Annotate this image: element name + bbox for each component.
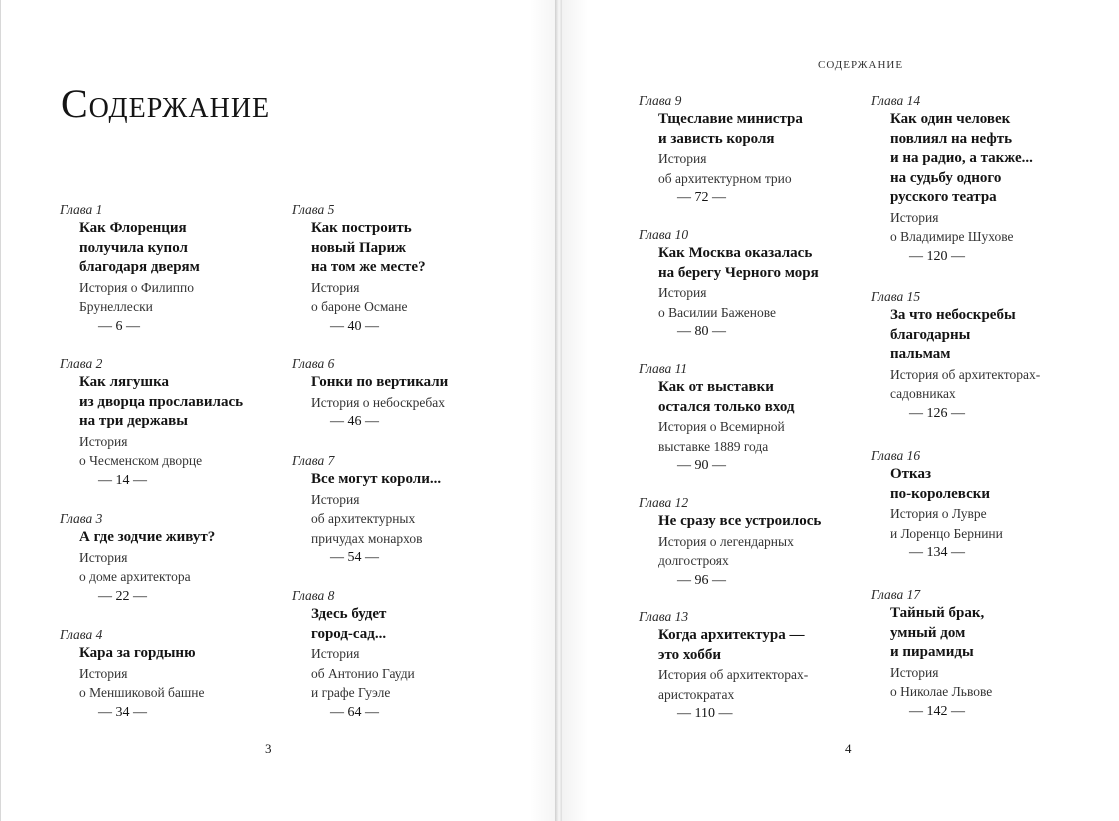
- chapter-title-line: Когда архитектура —: [658, 627, 805, 643]
- chapter-subtitle-line: о бароне Османе: [311, 299, 408, 314]
- chapter-subtitle: [292, 393, 532, 413]
- chapter-title-line: благодаря дверям: [79, 259, 200, 275]
- running-head: СОДЕРЖАНИЕ: [818, 59, 904, 71]
- chapter-title-line: пальмам: [890, 346, 951, 362]
- chapter-title: [292, 470, 532, 490]
- chapter-subtitle: [639, 149, 879, 188]
- chapter-title-line: Тщеславие министра: [658, 111, 803, 127]
- chapter-title-line: Здесь будет: [311, 606, 387, 622]
- chapter-subtitle-line: История: [890, 209, 939, 225]
- toc-entry: [60, 509, 300, 606]
- chapter-page-number: — 40 —: [330, 318, 379, 334]
- chapter-title-line: и зависть короля: [658, 130, 775, 147]
- chapter-subtitle-line: выставке 1889 года: [658, 438, 769, 454]
- chapter-page-number: — 90 —: [677, 458, 726, 473]
- chapter-page-number: — 54 —: [330, 550, 379, 565]
- page-title: Содержание: [61, 81, 271, 126]
- chapter-page-number: — 96 —: [677, 572, 726, 588]
- chapter-title-line: остался только вход: [658, 398, 795, 415]
- chapter-subtitle-line: История: [311, 646, 360, 661]
- chapter-subtitle: [871, 208, 1111, 247]
- chapter-subtitle-line: причудах монархов: [311, 530, 423, 546]
- chapter-title-line: русского театра: [890, 189, 997, 205]
- chapter-page-number: — 22 —: [98, 588, 147, 604]
- chapter-label: Глава 11: [639, 361, 688, 376]
- chapter-subtitle: [60, 664, 300, 703]
- chapter-subtitle-line: о Чесменском дворце: [79, 453, 203, 468]
- chapter-title: [639, 244, 879, 283]
- chapter-subtitle-line: История о Лувре: [890, 506, 987, 521]
- chapter-title-line: повлиял на нефть: [890, 130, 1013, 147]
- toc-entry: [639, 225, 879, 341]
- left-page-shadow: [529, 0, 555, 821]
- chapter-page-number: — 72 —: [677, 190, 726, 205]
- chapter-subtitle-line: и графе Гуэле: [311, 685, 391, 700]
- chapter-page-number: — 126 —: [909, 405, 965, 421]
- chapter-label: Глава 6: [292, 356, 335, 371]
- book-gutter: [555, 0, 562, 821]
- chapter-title-line: Отказ: [890, 466, 931, 482]
- chapter-title: [639, 378, 879, 417]
- chapter-label: Глава 2: [60, 356, 103, 371]
- toc-entry: [871, 585, 1111, 721]
- chapter-page-number: — 110 —: [677, 706, 733, 721]
- chapter-title-line: на берегу Черного моря: [658, 264, 819, 281]
- chapter-subtitle-line: История о небоскребах: [311, 394, 445, 410]
- chapter-title-line: новый Париж: [311, 239, 407, 256]
- chapter-subtitle-line: о Николае Львове: [890, 684, 993, 699]
- chapter-label: Глава 4: [60, 627, 103, 642]
- chapter-title-line: это хобби: [658, 646, 721, 663]
- right-page-shadow: [562, 0, 588, 821]
- chapter-title: [292, 605, 532, 644]
- chapter-subtitle: [60, 432, 300, 471]
- chapter-title: [639, 110, 879, 149]
- chapter-title: [60, 644, 300, 664]
- chapter-page-number: — 80 —: [677, 324, 726, 339]
- chapter-subtitle: [639, 532, 879, 571]
- chapter-title: [871, 306, 1111, 365]
- chapter-title-line: Как от выставки: [658, 379, 774, 395]
- chapter-subtitle-line: о Меншиковой башне: [79, 685, 205, 700]
- chapter-page-number: — 6 —: [98, 318, 140, 334]
- chapter-subtitle: [292, 278, 532, 317]
- chapter-title-line: За что небоскребы: [890, 307, 1016, 323]
- chapter-subtitle-line: Брунеллески: [79, 299, 153, 314]
- chapter-title: [292, 219, 532, 278]
- toc-entry: [292, 586, 532, 722]
- chapter-title: [639, 512, 879, 532]
- chapter-subtitle: [639, 283, 879, 322]
- chapter-subtitle-line: История о Филиппо: [79, 279, 194, 295]
- chapter-subtitle-line: История: [79, 433, 128, 449]
- toc-entry: [639, 493, 879, 590]
- chapter-subtitle-line: История: [890, 664, 939, 680]
- chapter-label: Глава 12: [639, 495, 689, 510]
- chapter-title-line: Тайный брак,: [890, 605, 985, 621]
- chapter-title-line: Как Москва оказалась: [658, 245, 813, 261]
- chapter-subtitle-line: об Антонио Гауди: [311, 665, 415, 681]
- chapter-title: [292, 373, 532, 393]
- chapter-page-number: — 64 —: [330, 704, 379, 720]
- chapter-subtitle: [871, 365, 1111, 404]
- chapter-title-line: умный дом: [890, 624, 966, 641]
- chapter-title-line: по-королевски: [890, 485, 991, 502]
- chapter-title: [60, 373, 300, 432]
- toc-entry: [60, 200, 300, 336]
- chapter-subtitle-line: долгостроях: [658, 553, 729, 568]
- toc-entry: [639, 359, 879, 475]
- chapter-label: Глава 14: [871, 93, 921, 108]
- chapter-subtitle: [60, 278, 300, 317]
- toc-entry: [60, 354, 300, 490]
- chapter-subtitle-line: История: [79, 665, 128, 681]
- chapter-title-line: Все могут короли...: [311, 471, 442, 487]
- chapter-subtitle-line: История об архитекторах-: [658, 667, 809, 682]
- chapter-subtitle-line: аристократах: [658, 686, 735, 702]
- chapter-subtitle: [60, 548, 300, 587]
- chapter-title-line: А где зодчие живут?: [79, 529, 216, 545]
- chapter-label: Глава 13: [639, 609, 689, 624]
- chapter-label: Глава 8: [292, 588, 335, 603]
- chapter-subtitle: [871, 504, 1111, 543]
- chapter-subtitle: [639, 665, 879, 704]
- toc-entry: [292, 354, 532, 431]
- chapter-title-line: на судьбу одного: [890, 169, 1002, 186]
- chapter-label: Глава 3: [60, 511, 103, 526]
- chapter-page-number: — 46 —: [330, 414, 379, 429]
- chapter-title-line: из дворца прославилась: [79, 393, 244, 410]
- chapter-subtitle-line: История: [311, 491, 360, 507]
- chapter-subtitle-line: История: [79, 549, 128, 565]
- chapter-subtitle: [292, 490, 532, 549]
- toc-entry: [292, 200, 532, 336]
- chapter-title-line: благодарны: [890, 326, 971, 343]
- chapter-title-line: и на радио, а также...: [890, 150, 1033, 166]
- chapter-subtitle-line: об архитектурных: [311, 511, 416, 526]
- page-number-right: 4: [845, 741, 852, 756]
- toc-entry: [871, 287, 1111, 423]
- chapter-label: Глава 7: [292, 453, 335, 468]
- chapter-label: Глава 15: [871, 289, 921, 304]
- chapter-page-number: — 34 —: [98, 704, 147, 720]
- chapter-page-number: — 134 —: [909, 545, 965, 560]
- chapter-subtitle-line: и Лоренцо Бернини: [890, 525, 1003, 541]
- chapter-subtitle-line: об архитектурном трио: [658, 170, 792, 186]
- chapter-label: Глава 10: [639, 227, 689, 242]
- chapter-subtitle: [639, 417, 879, 456]
- chapter-label: Глава 1: [60, 202, 103, 217]
- chapter-title: [871, 110, 1111, 208]
- chapter-subtitle-line: садовниках: [890, 386, 956, 401]
- chapter-title: [639, 626, 879, 665]
- chapter-subtitle-line: История: [658, 151, 707, 166]
- chapter-label: Глава 16: [871, 448, 921, 463]
- page-number-left: 3: [265, 741, 272, 756]
- chapter-title-line: Как лягушка: [79, 374, 169, 390]
- chapter-page-number: — 120 —: [909, 248, 965, 264]
- chapter-title-line: на три державы: [79, 413, 188, 429]
- chapter-subtitle-line: о Владимире Шухове: [890, 229, 1014, 244]
- chapter-title-line: Как Флоренция: [79, 220, 187, 236]
- chapter-subtitle-line: История: [658, 285, 707, 300]
- chapter-title: [60, 219, 300, 278]
- chapter-label: Глава 9: [639, 93, 682, 108]
- toc-entry: [639, 607, 879, 723]
- chapter-label: Глава 17: [871, 587, 921, 602]
- chapter-title-line: Как построить: [311, 220, 412, 236]
- chapter-subtitle-line: История о легендарных: [658, 533, 794, 549]
- chapter-page-number: — 14 —: [98, 472, 147, 488]
- chapter-title-line: Кара за гордыню: [79, 645, 196, 661]
- chapter-title-line: город-сад...: [311, 625, 387, 642]
- chapter-title-line: Как один человек: [890, 111, 1011, 127]
- chapter-subtitle-line: История об архитекторах-: [890, 366, 1041, 382]
- chapter-title-line: получила купол: [79, 239, 188, 256]
- chapter-title: [871, 465, 1111, 504]
- chapter-title: [60, 528, 300, 548]
- toc-entry: [292, 451, 532, 567]
- chapter-label: Глава 5: [292, 202, 335, 217]
- chapter-title: [871, 604, 1111, 663]
- chapter-subtitle-line: о Василии Баженове: [658, 304, 777, 320]
- toc-entry: [871, 91, 1111, 266]
- chapter-title-line: на том же месте?: [311, 259, 426, 275]
- chapter-title-line: Гонки по вертикали: [311, 374, 449, 390]
- chapter-subtitle-line: о доме архитектора: [79, 569, 191, 584]
- chapter-subtitle: [871, 663, 1111, 702]
- toc-entry: [871, 446, 1111, 562]
- toc-entry: [60, 625, 300, 722]
- chapter-title-line: Не сразу все устроилось: [658, 513, 822, 529]
- chapter-title-line: и пирамиды: [890, 644, 974, 660]
- chapter-subtitle-line: История: [311, 279, 360, 295]
- chapter-page-number: — 142 —: [909, 703, 965, 719]
- toc-entry: [639, 91, 879, 207]
- chapter-subtitle-line: История о Всемирной: [658, 419, 785, 434]
- chapter-subtitle: [292, 644, 532, 703]
